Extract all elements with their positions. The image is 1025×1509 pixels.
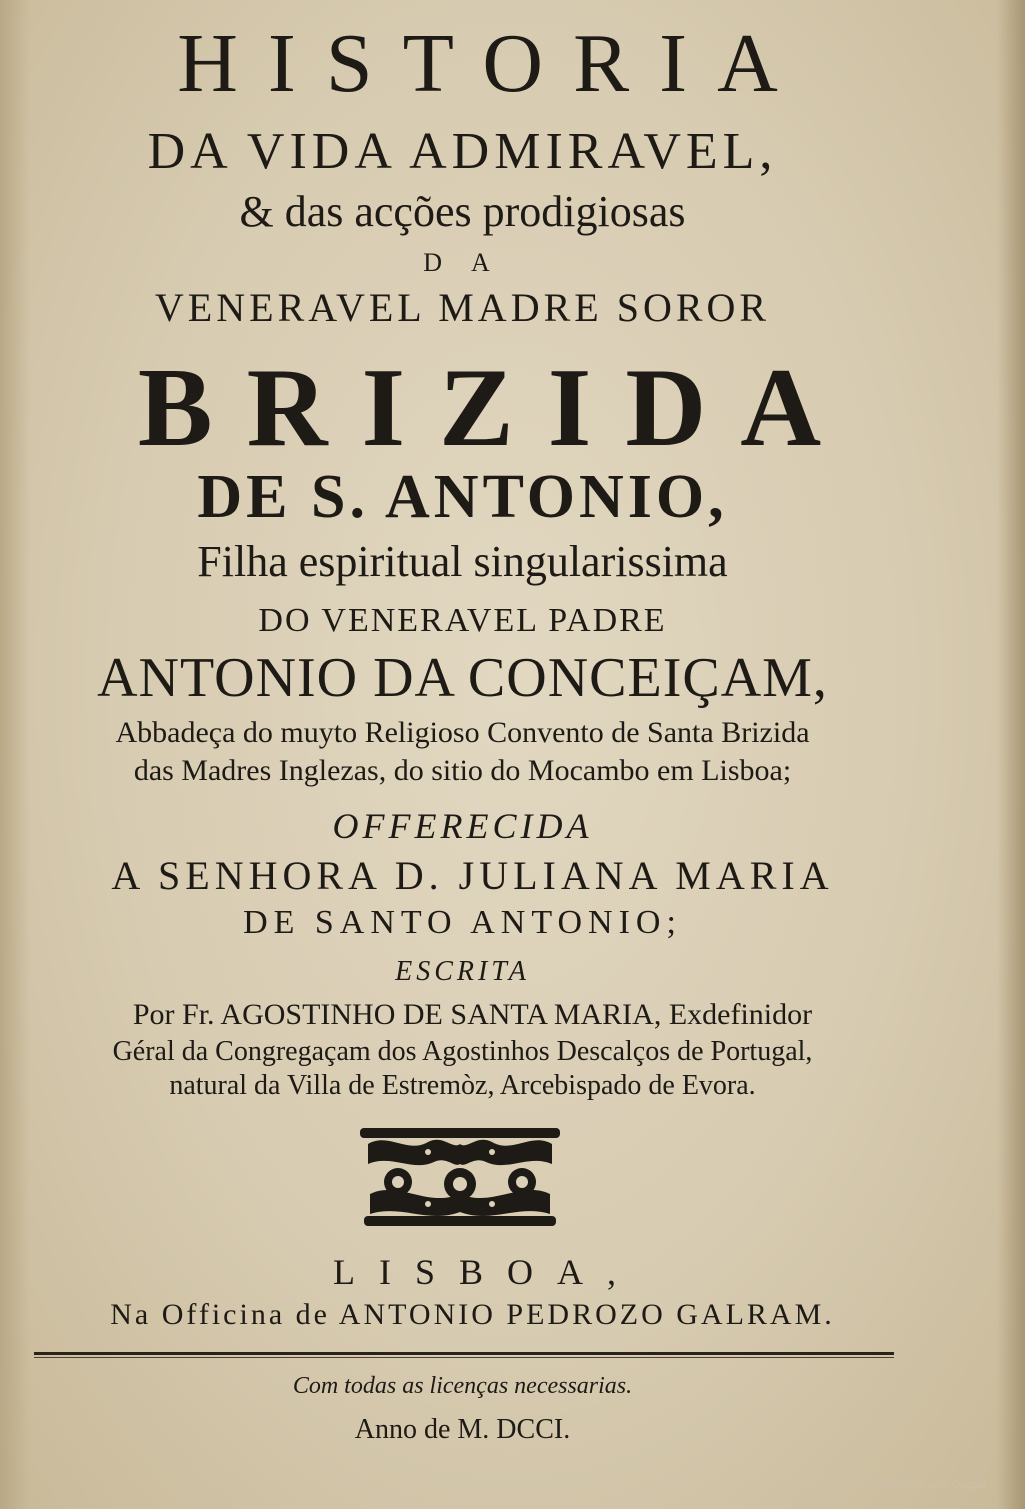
imprint-rule-thin — [34, 1357, 894, 1358]
imprint-city: LISBOA, — [332, 1252, 640, 1292]
floral-printers-ornament-icon — [358, 1124, 562, 1228]
title-brizida: BRIZIDA — [137, 346, 856, 470]
text-madres-inglezas: das Madres Inglezas, do sitio do Mocambo em Lisboa; — [133, 754, 792, 787]
subtitle-filha-espiritual: Filha espiritual singularissima — [197, 537, 728, 586]
author-office: Géral da Congregaçam dos Agostinhos Descalços de Portugal, — [112, 1036, 813, 1067]
author-origin: natural da Villa de Estremòz, Arcebispado de Evora. — [169, 1070, 756, 1101]
subtitle-veneravel-padre: DO VENERAVEL PADRE — [258, 602, 667, 639]
author-line: Por Fr. AGOSTINHO DE SANTA MARIA, Exdefinidor — [132, 998, 813, 1031]
title-accoes-prodigiosas: & das acções prodigiosas — [239, 187, 686, 236]
imprint-rule — [34, 1352, 894, 1355]
dedicatee-santo-antonio: DE SANTO ANTONIO; — [243, 904, 682, 941]
title-da: D A — [423, 248, 502, 277]
title-de-s-antonio: DE S. ANTONIO, — [197, 463, 728, 531]
title-vida-admiravel: DA VIDA ADMIRAVEL, — [147, 123, 778, 180]
imprint-year: Anno de M. DCCI. — [354, 1414, 571, 1445]
imprint-printer: Na Officina de ANTONIO PEDROZO GALRAM. — [110, 1298, 835, 1331]
imprint-license: Com todas as licenças necessarias. — [292, 1373, 633, 1399]
dedicatee-senhora: A SENHORA D. JULIANA MARIA — [111, 853, 834, 898]
text-offerecida: OFFERECIDA — [332, 806, 593, 846]
text-escrita: ESCRITA — [395, 956, 530, 987]
digitization-watermark: Digitalizado pela Google — [867, 1479, 987, 1491]
text-abbadeca: Abbadeça do muyto Religioso Convento de Santa Brizida — [115, 716, 810, 749]
title-historia: HISTORIA — [177, 17, 808, 110]
title-veneravel-madre-soror: VENERAVEL MADRE SOROR — [154, 285, 771, 330]
subtitle-antonio-da-conceicam: ANTONIO DA CONCEIÇAM, — [97, 647, 828, 709]
